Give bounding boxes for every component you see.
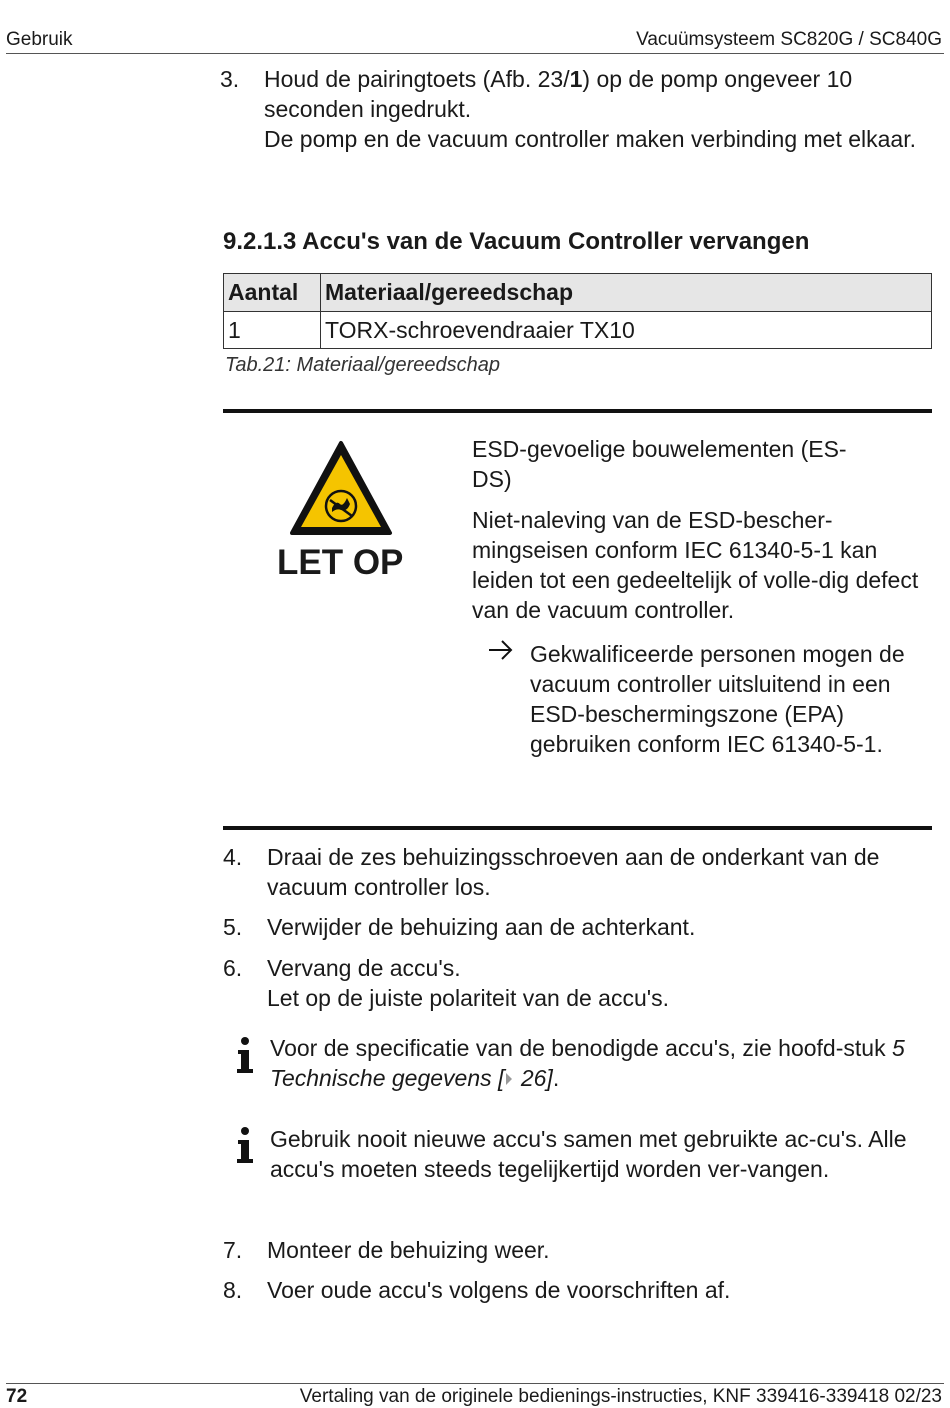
- info-text: Voor de specificatie van de benodigde accu's, zie hoofd-stuk: [270, 1035, 892, 1061]
- running-header-left: Gebruik: [6, 29, 73, 50]
- step-number: 8.: [223, 1277, 243, 1303]
- step-text: Monteer de behuizing weer.: [267, 1237, 550, 1263]
- table-header-row: [224, 274, 932, 312]
- table-row: [224, 312, 932, 349]
- table-cell: 1: [224, 312, 321, 349]
- info-note: [270, 1033, 920, 1093]
- notice-title: [472, 434, 922, 494]
- section-heading: 9.2.1.3 Accu's van de Vacuum Controller vervangen: [223, 228, 810, 255]
- step-number: 7.: [223, 1237, 243, 1263]
- page-number: 72: [6, 1386, 28, 1407]
- step-text: [264, 64, 929, 154]
- notice-bottom-rule: [223, 826, 932, 830]
- info-text-end: .: [552, 1065, 560, 1091]
- footer-text: Vertaling van de originele bedienings-instructies, KNF 339416-339418 02/23: [299, 1386, 942, 1407]
- notice-top-rule: [223, 409, 932, 413]
- step-text-part: Houd de pairingtoets (Afb. 23/: [264, 66, 570, 92]
- table-caption: Tab.21: Materiaal/gereedschap: [225, 354, 500, 376]
- step-text: Verwijder de behuizing aan de achterkant.: [267, 914, 696, 940]
- signal-word: LET OP: [277, 543, 404, 582]
- step-result: De pomp en de vacuum controller maken verbinding met elkaar.: [264, 126, 917, 152]
- header-divider: [6, 53, 944, 54]
- info-note: Gebruik nooit nieuwe accu's samen met gebruikte ac-cu's. Alle accu's moeten steeds tegelijkertijd worden ver-vangen.: [270, 1126, 907, 1182]
- step-text: Voer oude accu's volgens de voorschriften af.: [267, 1277, 731, 1303]
- cross-reference-page: 26]: [514, 1065, 553, 1091]
- notice-title-line: DS): [472, 466, 512, 492]
- step-result: Let op de juiste polariteit van de accu's.: [267, 985, 670, 1011]
- step-text-part: ) op de pomp ongeveer 10 seconden ingedrukt.: [264, 66, 853, 122]
- materials-table: [223, 273, 932, 349]
- step-number: 6.: [223, 955, 243, 981]
- step-number: 3.: [220, 66, 240, 92]
- arrow-right-icon: [487, 638, 515, 662]
- esd-warning-sign-icon: [289, 440, 393, 536]
- info-icon: [233, 1126, 257, 1166]
- notice-title-line: ESD-gevoelige bouwelementen (ES-: [472, 436, 847, 462]
- running-header-right: Vacuümsysteem SC820G / SC840G: [636, 29, 942, 50]
- info-icon: [233, 1036, 257, 1076]
- step-number: 4.: [223, 844, 243, 870]
- step-number: 5.: [223, 914, 243, 940]
- notice-consequence: Niet-naleving van de ESD-bescher-mingseisen conform IEC 61340-5-1 kan leiden tot een gedeeltelijk of volle-dig defect van de vacuum controller.: [472, 507, 919, 623]
- step-text: [267, 953, 932, 1013]
- notice-action: Gekwalificeerde personen mogen de vacuum controller uitsluitend in een ESD-beschermingszone (EPA) gebruiken conform IEC 61340-5-1.: [530, 641, 905, 757]
- footer-divider: [6, 1383, 944, 1384]
- step-text-main: Vervang de accu's.: [267, 955, 461, 981]
- column-header-quantity: Aantal: [224, 274, 321, 312]
- figure-ref-number: 1: [569, 66, 583, 92]
- step-text: Draai de zes behuizingsschroeven aan de onderkant van de vacuum controller los.: [267, 844, 880, 900]
- cross-reference-title: 5 Technische gegevens [: [270, 1035, 905, 1091]
- table-cell: TORX-schroevendraaier TX10: [321, 312, 932, 349]
- page-pointer-icon: [504, 1071, 514, 1087]
- column-header-material: Materiaal/gereedschap: [321, 274, 932, 312]
